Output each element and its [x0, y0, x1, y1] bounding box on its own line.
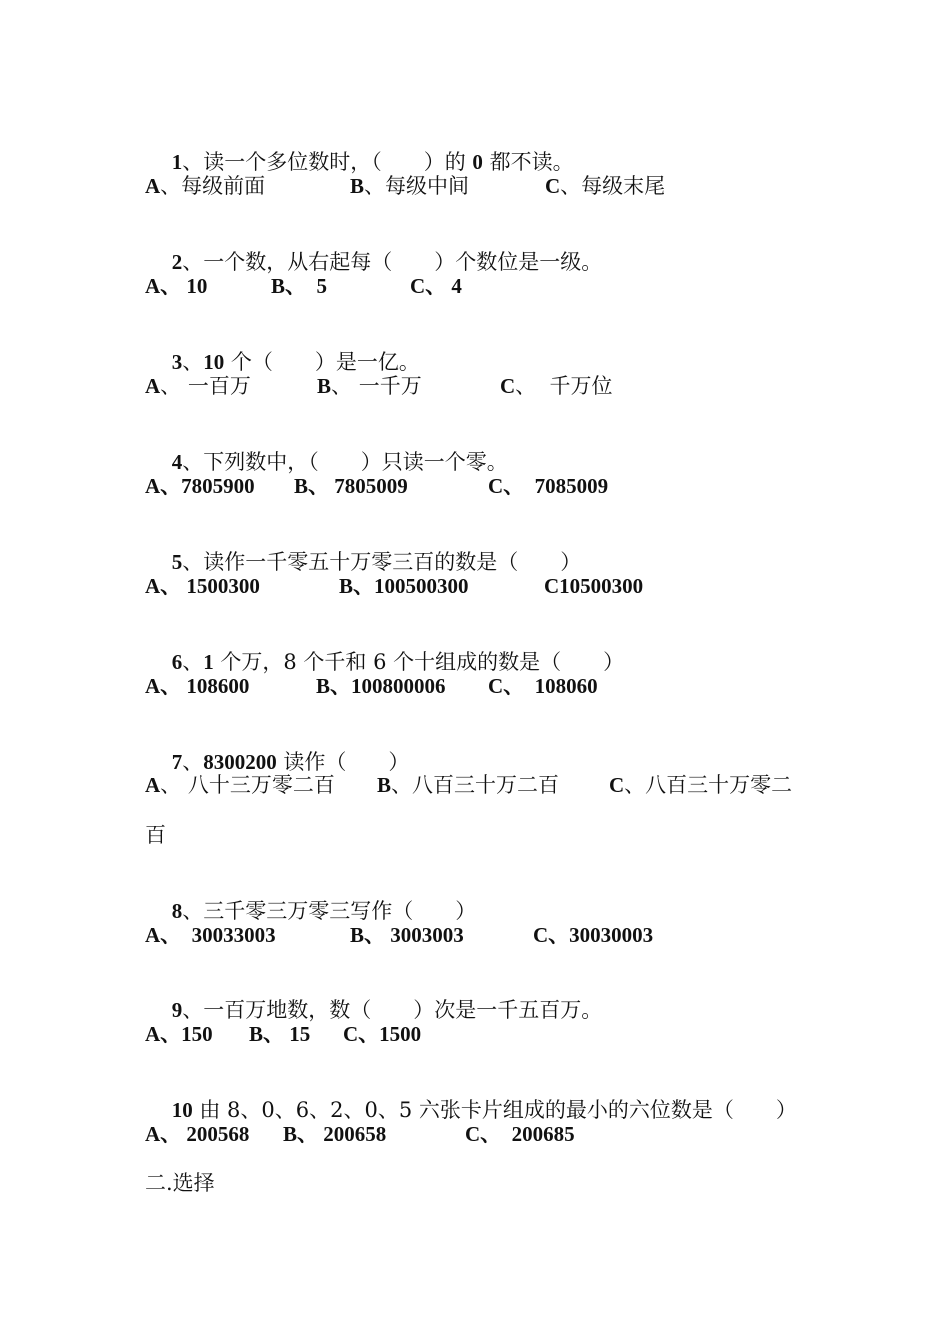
option-a: A、 八十三万零二百	[145, 773, 335, 797]
question-number: 10	[171, 1098, 193, 1122]
question-text: 、三千零三万零三写作（ ）	[182, 899, 477, 923]
option-a: A、 200568	[145, 1122, 250, 1146]
option-a: A、 一百万	[145, 374, 251, 398]
option-a: A、 10	[145, 274, 208, 298]
option-c: C、 4	[410, 274, 462, 298]
question-number-inline: 10	[203, 350, 225, 374]
question-text: 、读一个多位数时，（ ）的	[182, 150, 473, 174]
options-1	[145, 173, 845, 199]
option-b: B、每级中间	[350, 174, 470, 198]
option-a: A、7805900	[145, 474, 255, 498]
question-text: 、下列数中，（ ）只读一个零。	[182, 450, 508, 474]
question-text: 、一个数，从右起每（ ）个数位是一级。	[182, 250, 603, 274]
question-number: 9	[171, 998, 183, 1022]
option-a: A、 1500300	[145, 574, 260, 598]
options-3	[145, 373, 845, 399]
question-number: 1	[171, 150, 183, 174]
question-text-tail: 读作（ ）	[276, 750, 410, 774]
question-text: 、	[182, 650, 204, 674]
option-c: C、1500	[343, 1022, 422, 1046]
options-9	[145, 1021, 845, 1047]
question-text: 、读作一千零五十万零三百的数是（ ）	[182, 550, 582, 574]
options-10	[145, 1121, 845, 1147]
options-5	[145, 573, 845, 599]
section-label: 二.选择	[145, 1171, 215, 1195]
option-c: C、 108060	[488, 674, 598, 698]
question-text: 、一百万地数，数（ ）次是一千五百万。	[182, 998, 603, 1022]
question-number: 3	[171, 350, 183, 374]
option-a: A、150	[145, 1022, 213, 1046]
question-text: 由 8、0、6、2、0、5 六张卡片组成的最小的六位数是（ ）	[192, 1098, 797, 1122]
question-text-tail: 都不读。	[482, 150, 574, 174]
option-b: B、100500300	[339, 574, 469, 598]
option-c: C10500300	[544, 574, 644, 598]
option-c: C、 200685	[465, 1122, 575, 1146]
question-number-inline: 1	[203, 650, 214, 674]
option-b: B、 3003003	[350, 923, 464, 947]
option-c: C、 7085009	[488, 474, 609, 498]
options-4	[145, 473, 845, 499]
question-number: 2	[171, 250, 183, 274]
option-b: B、 一千万	[317, 374, 422, 398]
option-c: C、每级末尾	[545, 174, 666, 198]
options-6	[145, 673, 845, 699]
option-c: C、八百三十万零二	[609, 773, 793, 797]
question-text: 、	[182, 350, 204, 374]
question-number: 8	[171, 899, 183, 923]
question-text-tail: 个万，8 个千和 6 个十组成的数是（ ）	[213, 650, 625, 674]
option-b: B、 15	[249, 1022, 311, 1046]
question-number: 5	[171, 550, 183, 574]
option-a: A、 108600	[145, 674, 250, 698]
option-b: B、 5	[271, 274, 328, 298]
option-c: C、30030003	[533, 923, 654, 947]
option-c: C、 千万位	[500, 374, 613, 398]
option-b: B、 7805009	[294, 474, 408, 498]
question-text: 、	[182, 750, 204, 774]
option-a: A、 30033003	[145, 923, 276, 947]
question-number-inline: 0	[472, 150, 483, 174]
question-number: 6	[171, 650, 183, 674]
question-number-inline: 8300200	[203, 750, 277, 774]
question-text-tail: 个（ ）是一亿。	[224, 350, 420, 374]
option-b: B、 200658	[283, 1122, 387, 1146]
question-number: 7	[171, 750, 183, 774]
option-b: B、八百三十万二百	[377, 773, 560, 797]
question-number: 4	[171, 450, 183, 474]
option-a: A、每级前面	[145, 174, 266, 198]
options-7	[145, 772, 845, 798]
option-b: B、100800006	[316, 674, 446, 698]
options-2	[145, 273, 845, 299]
options-8	[145, 922, 845, 948]
option-c-wrap: 百	[145, 823, 166, 847]
